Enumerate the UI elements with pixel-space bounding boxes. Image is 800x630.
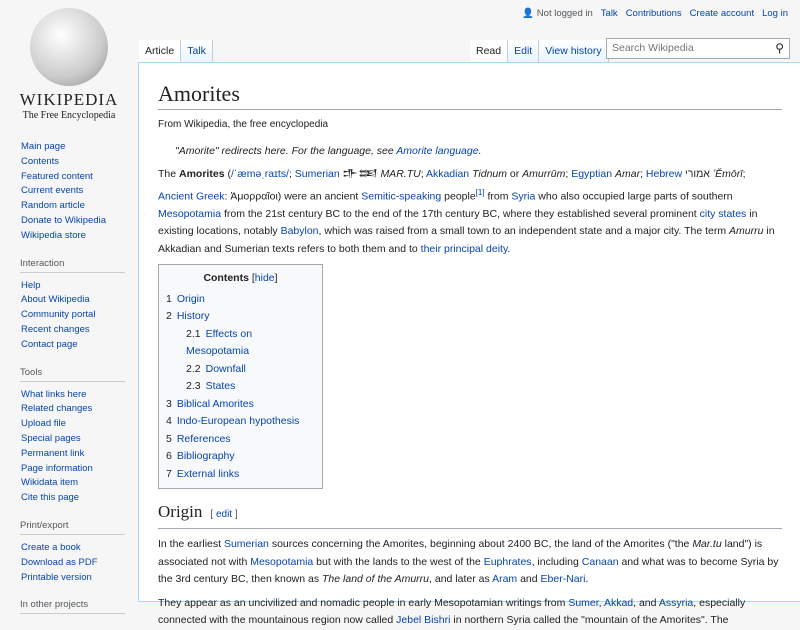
- sidebar-link[interactable]: Main page: [21, 141, 66, 152]
- contributions-link[interactable]: Contributions: [625, 8, 682, 19]
- toc-item[interactable]: [166, 361, 315, 379]
- hatnote: [158, 143, 782, 161]
- toc-link[interactable]: External links: [176, 467, 240, 480]
- sidebar-link[interactable]: Related changes: [21, 403, 93, 415]
- italic-text: Amar: [614, 168, 641, 180]
- text: , which was raised from a small town to an independent state and a major city. The term: [318, 225, 730, 237]
- toc-item[interactable]: [166, 466, 315, 484]
- sidebar-link[interactable]: Create a book: [21, 541, 81, 553]
- sidebar-link[interactable]: Contact page: [21, 338, 78, 350]
- lead-paragraph: [158, 166, 782, 258]
- search-input[interactable]: [606, 38, 790, 59]
- sidebar-link[interactable]: Wikidata item: [21, 477, 79, 489]
- text: 𒈥𒌅: [339, 168, 381, 180]
- sidebar-link[interactable]: Recent changes: [21, 323, 90, 335]
- text: They appear as an uncivilized and nomadic people in early Mesopotamian writings from: [158, 596, 569, 609]
- toc-item[interactable]: [166, 291, 315, 309]
- inline-link[interactable]: Egyptian: [571, 168, 613, 180]
- sidebar-portal: [21, 367, 138, 506]
- toc-number: 2.1: [186, 327, 201, 340]
- text: in existing locations, notably: [158, 207, 758, 237]
- text: .: [478, 144, 482, 157]
- sidebar-link[interactable]: Permanent link: [21, 447, 85, 459]
- wikipedia-logo[interactable]: [14, 8, 124, 123]
- toc-link[interactable]: Origin: [176, 292, 205, 305]
- sidebar-link[interactable]: Contents: [21, 155, 60, 167]
- toc-link[interactable]: States: [205, 380, 236, 392]
- inline-link[interactable]: Euphrates: [483, 555, 532, 568]
- toc-number: 4: [166, 415, 172, 427]
- tab-talk[interactable]: Talk: [181, 40, 213, 63]
- inline-link[interactable]: Mesopotamia: [250, 555, 314, 568]
- tab-read[interactable]: Read: [470, 40, 508, 63]
- search-placeholder: Search Wikipedia: [612, 42, 694, 54]
- inline-link[interactable]: Akkadian: [425, 168, 470, 180]
- text: from: [484, 190, 512, 202]
- inline-link[interactable]: Amorite language: [396, 144, 479, 157]
- logo-wordmark: WIKIPEDIA: [19, 90, 119, 109]
- search-icon[interactable]: ⚲: [775, 41, 784, 55]
- text: ;: [420, 168, 426, 180]
- toc-item[interactable]: [166, 308, 315, 326]
- view-tabs: [470, 40, 609, 63]
- inline-link[interactable]: Semitic-speaking: [361, 190, 442, 202]
- edit-section-link[interactable]: edit: [215, 509, 233, 520]
- portal-heading: Tools: [20, 367, 125, 382]
- italic-text: MAR.TU: [380, 168, 421, 180]
- text: who also occupied large parts of southern: [535, 190, 733, 202]
- text: (: [224, 168, 231, 180]
- portal-heading: Print/export: [20, 520, 125, 535]
- tab-view-history[interactable]: View history: [539, 40, 608, 63]
- toc-number: 1: [166, 292, 172, 305]
- section-heading-origin: Origin [ edit ]: [158, 499, 782, 529]
- text: .: [507, 242, 511, 255]
- toc-number: 7: [166, 467, 172, 480]
- inline-link[interactable]: Jebel Bishri: [396, 614, 451, 626]
- inline-link[interactable]: /ˈæməˌraɪts/: [230, 168, 289, 180]
- sidebar-link[interactable]: Wikipedia store: [21, 229, 86, 241]
- toc-item[interactable]: [166, 413, 315, 431]
- sidebar-link[interactable]: Featured content: [21, 170, 93, 182]
- text: land") is associated not with: [158, 538, 763, 568]
- sidebar-portal: [21, 520, 138, 585]
- text: people: [441, 190, 476, 202]
- italic-text: ʼĔmōrī: [712, 168, 743, 180]
- bold-text: Amorites: [179, 168, 225, 180]
- inline-link[interactable]: their principal deity: [420, 242, 508, 255]
- not-logged-in-label: Not logged in: [536, 8, 593, 19]
- inline-link[interactable]: Hebrew: [645, 168, 683, 180]
- origin-paragraph: [158, 536, 782, 589]
- toc-link[interactable]: Indo-European hypothesis: [176, 415, 300, 427]
- toc-link[interactable]: Bibliography: [176, 450, 235, 462]
- sidebar-portal: [21, 258, 138, 353]
- text: , and later as: [429, 573, 493, 585]
- italic-text: Mar.tu: [692, 538, 722, 550]
- sidebar-link[interactable]: Special pages: [21, 432, 81, 444]
- sidebar-link[interactable]: Page information: [21, 462, 93, 474]
- text: but with the lands to the west of the: [313, 555, 484, 568]
- sidebar-link[interactable]: Help: [21, 279, 41, 291]
- text: "Amorite" redirects here. For the language, see: [175, 144, 397, 157]
- text: ;: [640, 168, 646, 180]
- toc-link[interactable]: Effects on Mesopotamia: [186, 327, 253, 357]
- sidebar-portal: [21, 140, 138, 244]
- inline-link[interactable]: Akkad: [603, 596, 634, 609]
- toc-number: 2: [166, 310, 172, 322]
- toc-title: Contents: [203, 272, 249, 284]
- toc-item[interactable]: [166, 326, 315, 361]
- sidebar-link[interactable]: Community portal: [21, 309, 96, 321]
- inline-link[interactable]: Aram: [492, 573, 518, 585]
- talk-link[interactable]: Talk: [600, 8, 618, 19]
- text: and what was to become Syria by the 3rd century BC, then known as: [158, 555, 779, 585]
- logo-tagline: The Free Encyclopedia: [22, 110, 116, 121]
- inline-link[interactable]: Sumerian: [294, 168, 340, 180]
- section-title: Origin: [158, 502, 203, 521]
- toc-item[interactable]: [166, 431, 315, 449]
- portal-heading: Interaction: [20, 258, 125, 273]
- text: , especially connected with the mountainous region now called: [158, 596, 746, 626]
- text: ,: [598, 596, 604, 609]
- sidebar-link[interactable]: Random article: [21, 200, 85, 212]
- italic-text: Amurrūm: [522, 168, 566, 180]
- personal-tools: [522, 8, 788, 19]
- toc-number: 3: [166, 397, 172, 410]
- sidebar-link[interactable]: Current events: [21, 185, 84, 197]
- citation-link[interactable]: [1]: [475, 187, 485, 197]
- tab-article[interactable]: Article: [139, 40, 181, 63]
- inline-link[interactable]: Assyria: [658, 596, 694, 609]
- text: .: [585, 573, 589, 585]
- tab-edit[interactable]: Edit: [508, 40, 539, 63]
- sidebar-link[interactable]: Upload file: [21, 418, 66, 430]
- text: from the 21st century BC to the end of the 17th century BC, where they established several prominent: [221, 207, 700, 220]
- inline-link[interactable]: Ancient Greek: [158, 190, 225, 202]
- italic-text: Amurru: [729, 225, 764, 237]
- text: In the earliest: [158, 538, 224, 550]
- article-content: [138, 62, 800, 626]
- sidebar-link[interactable]: Donate to Wikipedia: [21, 214, 107, 226]
- portal-heading: In other projects: [20, 599, 125, 614]
- text: אמורי: [682, 168, 713, 180]
- text: or: [507, 168, 523, 180]
- sidebar-link[interactable]: Printable version: [21, 571, 92, 583]
- inline-link[interactable]: Syria: [511, 190, 536, 202]
- inline-link[interactable]: Canaan: [581, 555, 619, 568]
- toc-hide-link[interactable]: hide: [254, 272, 275, 284]
- inline-link[interactable]: city states: [699, 207, 747, 220]
- not-logged-in: 👤 Not logged in: [522, 8, 593, 19]
- toc-item[interactable]: [166, 396, 315, 414]
- table-of-contents: Contents [hide] 1 Origin 2 History 2.1 Effects on Mesopotamia 2.2 Downfall 2.3 States 3 Biblical Amorites 4 Indo-European hypothesis 5 References 6 Bibliography 7 External links: [158, 264, 323, 489]
- text: The: [158, 168, 180, 180]
- text: in northern Syria called the "mountain of the Amorites". The: [450, 614, 729, 626]
- login-link[interactable]: Log in: [762, 8, 788, 19]
- text: ;: [742, 168, 746, 180]
- create-account-link[interactable]: Create account: [689, 8, 755, 19]
- text: and: [517, 573, 541, 585]
- text: in Akkadian and Sumerian texts refers to both them and to: [158, 225, 775, 255]
- sidebar-link[interactable]: About Wikipedia: [21, 294, 90, 306]
- inline-link[interactable]: Sumerian: [223, 538, 269, 550]
- text: ;: [565, 168, 572, 180]
- inline-link[interactable]: Eber-Nari: [540, 573, 586, 585]
- toc-item[interactable]: [166, 378, 315, 396]
- toc-link[interactable]: Downfall: [205, 362, 246, 375]
- text: : Ἀμορραῖοι) were an ancient: [224, 190, 362, 202]
- globe-icon: [30, 8, 108, 86]
- sidebar-portal: [21, 599, 138, 614]
- inline-link[interactable]: Sumer: [568, 596, 599, 609]
- namespace-tabs: [139, 40, 213, 63]
- inline-link[interactable]: Babylon: [280, 225, 319, 237]
- toc-link[interactable]: References: [176, 432, 231, 445]
- text: , including: [531, 555, 582, 568]
- sidebar-link[interactable]: Download as PDF: [21, 556, 98, 568]
- site-subtitle: From Wikipedia, the free encyclopedia: [158, 119, 329, 130]
- sidebar: [0, 140, 138, 628]
- italic-text: The land of the Amurru: [322, 573, 430, 585]
- sidebar-link[interactable]: What links here: [21, 388, 87, 400]
- text: sources concerning the Amorites, beginning about 2400 BC, the land of the Amorites ("the: [268, 538, 693, 550]
- page-title: Amorites: [158, 79, 782, 110]
- text: , and: [633, 596, 659, 609]
- toc-item[interactable]: [166, 448, 315, 466]
- toc-link[interactable]: History: [176, 310, 210, 322]
- toc-number: 6: [166, 450, 172, 462]
- inline-link[interactable]: Mesopotamia: [158, 207, 222, 220]
- italic-text: Tidnum: [472, 168, 507, 180]
- toc-link[interactable]: Biblical Amorites: [176, 397, 254, 410]
- toc-number: 5: [166, 432, 172, 445]
- toc-number: 2.2: [186, 362, 201, 375]
- toc-number: 2.3: [186, 380, 201, 392]
- sidebar-link[interactable]: Cite this page: [21, 492, 80, 504]
- text: ;: [288, 168, 295, 180]
